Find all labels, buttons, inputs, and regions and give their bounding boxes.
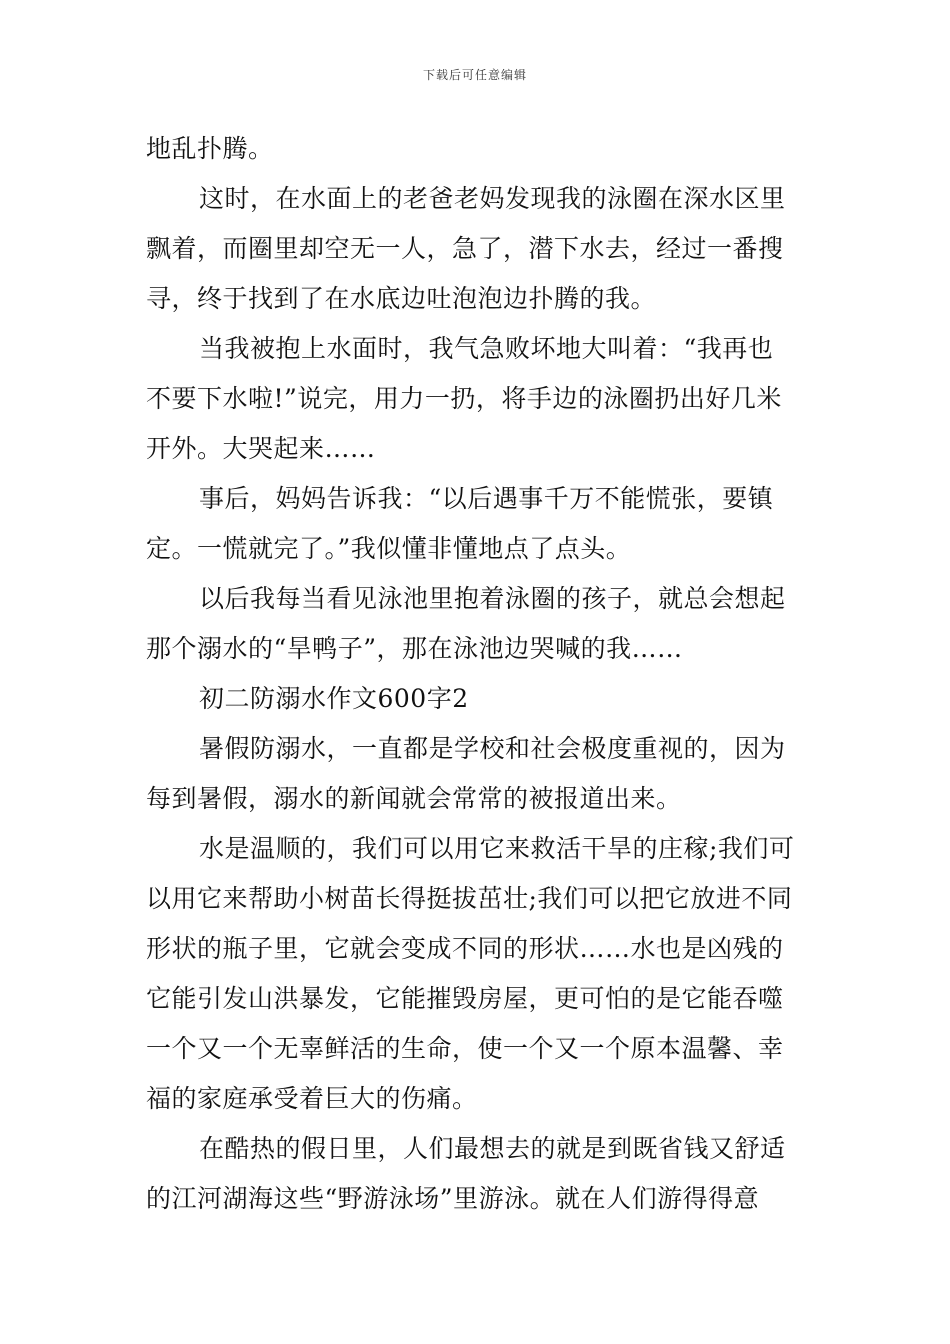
page-header: 下载后可任意编辑 <box>422 68 527 82</box>
text-line: 它能引发山洪暴发，它能摧毁房屋，更可怕的是它能吞噬 <box>146 984 784 1013</box>
text-line: 以后我每当看见泳池里抱着泳圈的孩子，就总会想起 <box>199 584 786 613</box>
text-line: 那个溺水的“旱鸭子”，那在泳池边哭喊的我…… <box>146 634 683 663</box>
text-line: 水是温顺的，我们可以用它来救活干旱的庄稼;我们可 <box>199 834 795 863</box>
text-line: 在酷热的假日里，人们最想去的就是到既省钱又舒适 <box>199 1134 786 1163</box>
text-line: 每到暑假，溺水的新闻就会常常的被报道出来。 <box>146 784 682 813</box>
text-line: 一个又一个无辜鲜活的生命，使一个又一个原本温馨、幸 <box>146 1034 784 1063</box>
text-line: 暑假防溺水，一直都是学校和社会极度重视的，因为 <box>199 734 786 763</box>
document-body <box>146 124 806 1224</box>
text-line: 不要下水啦!”说完，用力一扔，将手边的泳圈扔出好几米 <box>146 384 782 413</box>
text-line: 定。一慌就完了。”我似懂非懂地点了点头。 <box>146 534 632 563</box>
text-line: 飘着，而圈里却空无一人，急了，潜下水去，经过一番搜 <box>146 234 784 263</box>
section-heading: 初二防溺水作文600字2 <box>199 684 469 713</box>
text-line: 地乱扑腾。 <box>146 134 274 163</box>
text-line: 开外。大哭起来…… <box>146 434 376 463</box>
text-line: 这时，在水面上的老爸老妈发现我的泳圈在深水区里 <box>199 184 786 213</box>
text-line: 事后，妈妈告诉我：“以后遇事千万不能慌张，要镇 <box>199 484 774 513</box>
text-line: 福的家庭承受着巨大的伤痛。 <box>146 1084 478 1113</box>
text-line: 的江河湖海这些“野游泳场”里游泳。就在人们游得得意 <box>146 1184 760 1213</box>
text-line: 寻，终于找到了在水底边吐泡泡边扑腾的我。 <box>146 284 657 313</box>
text-line: 当我被抱上水面时，我气急败坏地大叫着：“我再也 <box>199 334 774 363</box>
text-line: 以用它来帮助小树苗长得挺拔茁壮;我们可以把它放进不同 <box>146 884 793 913</box>
text-line: 形状的瓶子里，它就会变成不同的形状……水也是凶残的 <box>146 934 784 963</box>
